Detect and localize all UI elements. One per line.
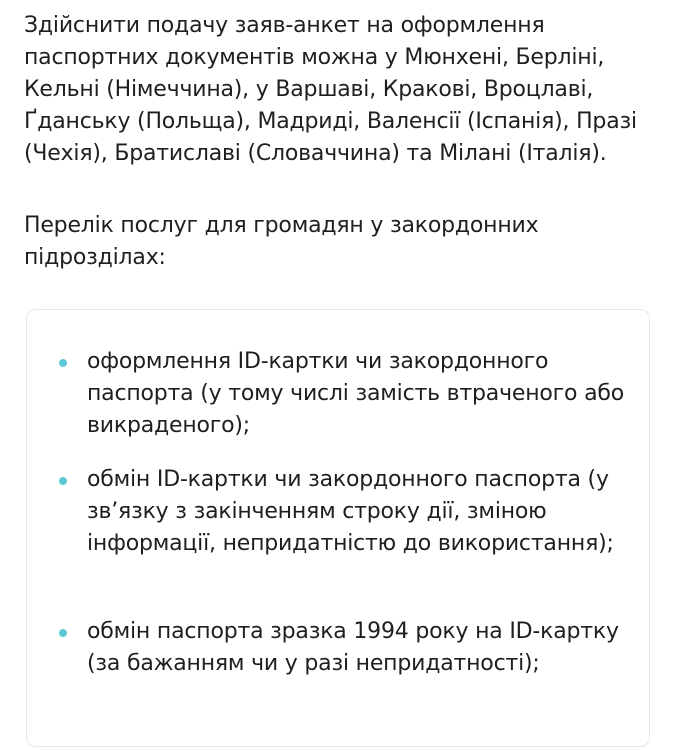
service-item-text: обмін паспорта зразка 1994 року на ID-картку (за бажанням чи у разі непридатності); (87, 619, 619, 676)
bullet-dot-icon (59, 477, 67, 485)
bullet-dot-icon (59, 629, 67, 637)
intro-paragraph: Здійснити подачу заяв-анкет на оформлення паспортних документів можна у Мюнхені, Берліні, Кельні (Німеччина), у Варшаві, Кракові, Вроцлаві, Ґданську (Польща), Мадриді, Валенсії (Іспанія), Празі (Чехія), Братиславі (Словаччина) та Мілані (Італія). (24, 13, 637, 166)
service-item-text: обмін ID-картки чи закордонного паспорта (у зв’язку з закінченням строку дії, зміною інформації, непридатністю до використання); (87, 467, 614, 556)
services-card (26, 309, 650, 747)
services-heading: Перелік послуг для громадян у закордонних підрозділах: (24, 213, 539, 270)
bullet-dot-icon (59, 359, 67, 367)
service-item-text: оформлення ID-картки чи закордонного паспорта (у тому числі замість втраченого або викраденого); (87, 349, 624, 438)
